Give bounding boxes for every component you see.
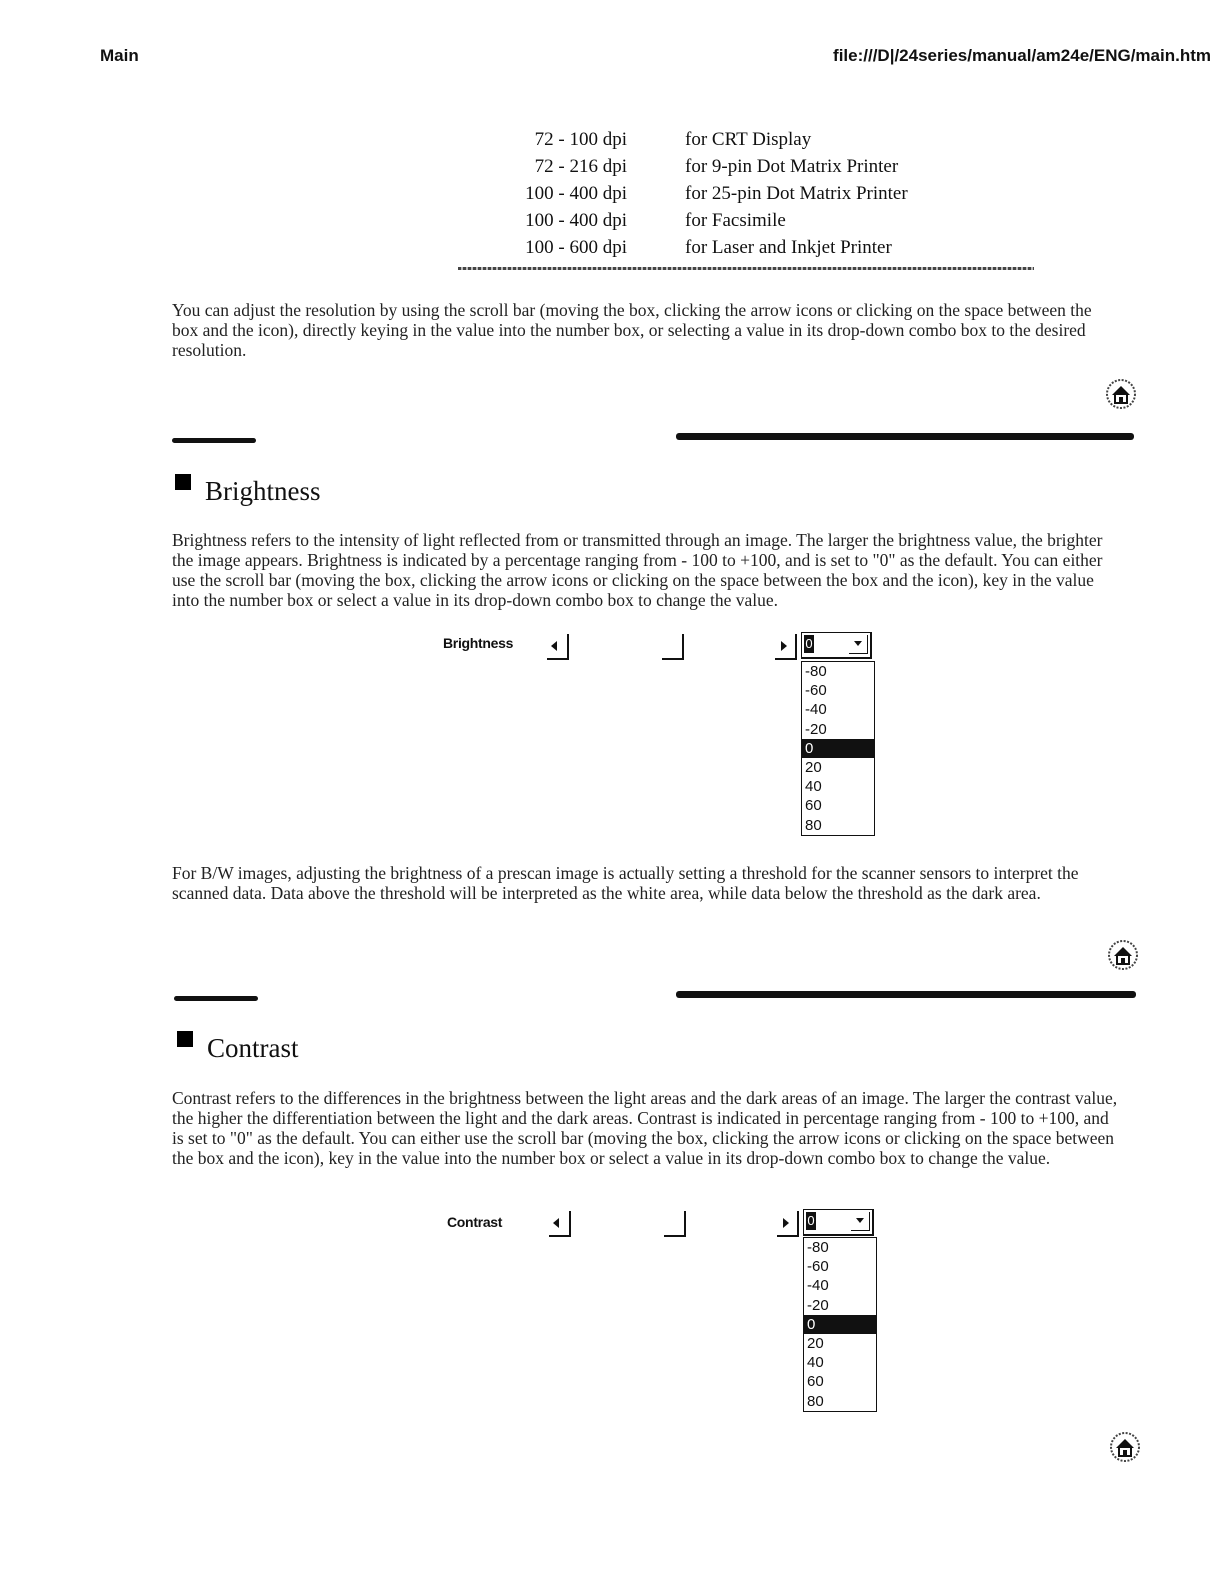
section-separator-long	[676, 991, 1136, 998]
list-item[interactable]: 20	[805, 758, 822, 776]
resolution-description: for 9-pin Dot Matrix Printer	[685, 156, 899, 177]
contrast-scroll-left-button[interactable]	[549, 1211, 571, 1237]
section-separator-short	[172, 438, 256, 443]
brightness-paragraph: Brightness refers to the intensity of light reflected from or transmitted through an image. The larger the brightness value, the brighter the image appears. Brightness is indicated by a percentage ranging from - 100 to +100, and is set to "0" as the default. You can either use the scroll bar (moving the box, clicking the arrow icons or clicking on the space between the box and the icon), key in the value into the number box or select a value in its drop-down combo box to change the value.	[172, 530, 1103, 610]
brightness-value[interactable]: 0	[805, 636, 813, 651]
contrast-value[interactable]: 0	[807, 1213, 815, 1228]
list-item[interactable]: -40	[805, 701, 827, 719]
section-bullet	[175, 474, 191, 490]
list-item[interactable]: -80	[805, 663, 827, 680]
list-item-selected[interactable]: 0	[802, 739, 874, 758]
chevron-down-icon[interactable]	[849, 635, 868, 654]
resolution-row	[507, 183, 927, 210]
list-item[interactable]: 60	[807, 1373, 824, 1391]
list-item[interactable]: -20	[807, 1296, 829, 1314]
list-item-selected[interactable]: 0	[804, 1315, 876, 1334]
list-item[interactable]: -20	[805, 720, 827, 738]
resolution-range: 100 - 600 dpi	[525, 237, 627, 258]
brightness-dropdown-list[interactable]	[801, 661, 875, 836]
section-bullet	[177, 1031, 193, 1047]
resolution-range: 100 - 400 dpi	[525, 183, 627, 204]
resolution-row	[507, 210, 927, 237]
home-icon[interactable]	[1108, 1430, 1142, 1464]
table-bottom-rule	[458, 267, 1034, 270]
contrast-paragraph: Contrast refers to the differences in the brightness between the light areas and the dark areas of an image. The larger the contrast value, the higher the differentiation between the light and the dark areas. Contrast is indicated in percentage ranging from - 100 to +100, and is set to "0" as the default. You can either use the scroll bar (moving the box, clicking the arrow icons or clicking on the space between the box and the icon), key in the value into the number box or select a value in its drop-down combo box to change the value.	[172, 1088, 1118, 1168]
resolution-description: for Laser and Inkjet Printer	[685, 237, 892, 258]
brightness-scroll-track[interactable]	[662, 634, 684, 660]
resolution-range: 72 - 216 dpi	[534, 156, 627, 177]
list-item[interactable]: 20	[807, 1334, 824, 1352]
list-item[interactable]: 40	[807, 1354, 824, 1372]
brightness-scroll-right-button[interactable]	[775, 634, 797, 660]
brightness-combo-box[interactable]	[801, 632, 872, 659]
resolution-row	[507, 129, 927, 156]
resolution-description: for Facsimile	[685, 210, 786, 231]
list-item[interactable]: -60	[805, 682, 827, 700]
list-item[interactable]: 80	[805, 816, 822, 834]
home-icon[interactable]	[1106, 938, 1140, 972]
contrast-combo-box[interactable]	[803, 1209, 874, 1236]
contrast-label: Contrast	[447, 1214, 503, 1230]
home-icon[interactable]	[1104, 377, 1138, 411]
list-item[interactable]: -40	[807, 1277, 829, 1295]
resolution-description: for 25-pin Dot Matrix Printer	[685, 183, 908, 204]
resolution-row	[507, 237, 927, 264]
list-item[interactable]: -60	[807, 1258, 829, 1276]
list-item[interactable]: 80	[807, 1392, 824, 1410]
section-separator-long	[676, 433, 1134, 440]
contrast-scroll-right-button[interactable]	[777, 1211, 799, 1237]
list-item[interactable]: 40	[805, 778, 822, 796]
section-separator-short	[174, 996, 258, 1001]
page-header-title: Main	[100, 46, 139, 65]
resolution-description: for CRT Display	[685, 129, 812, 150]
page-header-url: file:///D|/24series/manual/am24e/ENG/main.htm	[833, 46, 1211, 65]
list-item[interactable]: -80	[807, 1239, 829, 1256]
resolution-row	[507, 156, 927, 183]
contrast-dropdown-list[interactable]	[803, 1237, 877, 1412]
resolution-paragraph: You can adjust the resolution by using the scroll bar (moving the box, clicking the arrow icons or clicking on the space between the box and the icon), directly keying in the value into the number box, or selecting a value in its drop-down combo box to the desired resolution.	[172, 300, 1092, 360]
resolution-range: 100 - 400 dpi	[525, 210, 627, 231]
chevron-down-icon[interactable]	[851, 1212, 870, 1231]
arrow-left-icon	[551, 641, 557, 651]
arrow-right-icon	[783, 1218, 789, 1228]
brightness-heading: Brightness	[205, 476, 321, 506]
contrast-scroll-track[interactable]	[664, 1211, 686, 1237]
brightness-scroll-left-button[interactable]	[547, 634, 569, 660]
arrow-left-icon	[553, 1218, 559, 1228]
list-item[interactable]: 60	[805, 797, 822, 815]
brightness-note: For B/W images, adjusting the brightness of a prescan image is actually setting a threshold for the scanner sensors to interpret the scanned data. Data above the threshold will be interpreted as the white area, while data below the threshold as the dark area.	[172, 863, 1079, 903]
contrast-heading: Contrast	[207, 1033, 299, 1063]
arrow-right-icon	[781, 641, 787, 651]
brightness-label: Brightness	[443, 635, 514, 651]
resolution-range: 72 - 100 dpi	[534, 129, 627, 150]
